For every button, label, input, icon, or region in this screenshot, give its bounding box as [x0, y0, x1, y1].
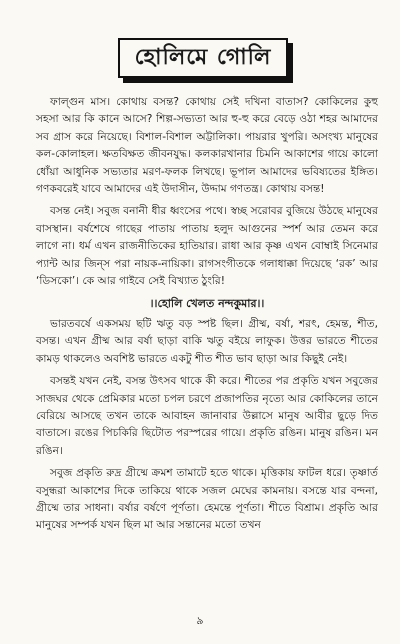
body-text — [36, 94, 378, 540]
paragraph: বসন্তই যখন নেই, বসন্ত উৎসব থাকে কী করে। শীতের পর প্রকৃতি যখন সবুজের সাজঘর থেকে প্রেমিকার মতো চপল চরণে প্রজাপতির নৃত্যে আর কোকিলের তানে বেরিয়ে আসছে তখন তাকে আবাহন জানাবার উল্লাসে মানুষ আবীর ছুড়ে দিত বাতাসে। রঙের পিচকিরি ছিটোত পরস্পরের গায়ে। প্রকৃতি রঙিন। মানুষ রঙিন। মন রঙিন। — [36, 375, 378, 457]
page-number: ৯ — [196, 614, 204, 627]
paragraph: ভারতবর্ষে একসময় ছটি ঋতু বড় স্পষ্ট ছিল। গ্রীষ্ম, বর্ষা, শরৎ, হেমন্ত, শীত, বসন্ত। এখন গ্রীষ্ম আর বর্ষা ছাড়া বাকি ঋতু বইয়ে লাফুক। উত্তর ভারতে শীতের কামড় থাকলেও অবশিষ্ট ভারতে একটু শীত শীত ভাব ছাড়া আর কিছুই নেই। — [36, 317, 378, 365]
chapter-title-box — [118, 38, 288, 78]
paragraph: সবুজ প্রকৃতি রুদ্র গ্রীষ্মে ক্রমশ তামাটে হতে থাকে। মৃত্তিকায় ফাটল ধরে। তৃষ্ণার্ত বসুন্ধরা আকাশের দিকে তাকিয়ে থাকে সজল মেঘের কামনায়। বসন্তে যার বন্দনা, গ্রীষ্মে তার সাধনা। বর্ষার বর্ষণে পূর্ণতা। হেমন্তে পূর্ণতা। শীতে বিশ্রাম। প্রকৃতি আর মানুষের সম্পর্ক যখন ছিল মা আর সন্তানের মতো তখন — [36, 467, 378, 532]
section-subheading: ।।হোলি খেলত নন্দকুমার।। — [149, 297, 265, 311]
paragraph: ফাল্গুন মাস। কোথায় বসন্ত? কোথায় সেই দখিনা বাতাস? কোকিলের কুহু সহসা আর কি কানে আসে? শিল্প-সভ্যতা আর হু-হু করে বেড়ে ওঠা শহর আমাদের সব গ্রাস করে নিয়েছে। বিশাল-বিশাল অট্টালিকা। পায়রার খুপরি। অসংখ্য মানুষের কল-কোলাহল। ক্ষতবিক্ষত জীবনযুদ্ধ। কলকারখানার চিমনি আকাশের গায়ে কালো ধোঁয়া আধুনিক সভ্যতার মরণ-ফলক লিখছে। ভূপাল আমাদের ভবিষ্যতের ইঙ্গিত। গণকবরেই যাবে আমাদের এই উদাসীন, উদ্দাম গণতন্ত্র। কোথায় বসন্ত! — [36, 96, 378, 196]
paragraph: বসন্ত নেই। সবুজ বনানী ধীর ধ্বংসের পথে। স্বচ্ছ সরোবর বুজিয়ে উঠছে মানুষের বাসস্থান। বর্ষশেষে গাছের পাতায় পাতায় হলুদ আগুনের স্পর্শ আর তেমন করে লাগে না। ধর্ম এখন রাজনীতিকের হাতিয়ার। রাধা আর কৃষ্ণ এখন বোম্বাই সিনেমার প্যান্ট আর জিন্‌স পরা নায়ক-নায়িকা। রাগসংগীতকে গলাধাক্কা দিয়েছে ‘রক’ আর ‘ডিসকো’। কে আর গাইবে সেই বিখ্যাত ঠুংরি! — [36, 205, 378, 288]
chapter-title: হোলিমে গোলি — [134, 44, 272, 70]
